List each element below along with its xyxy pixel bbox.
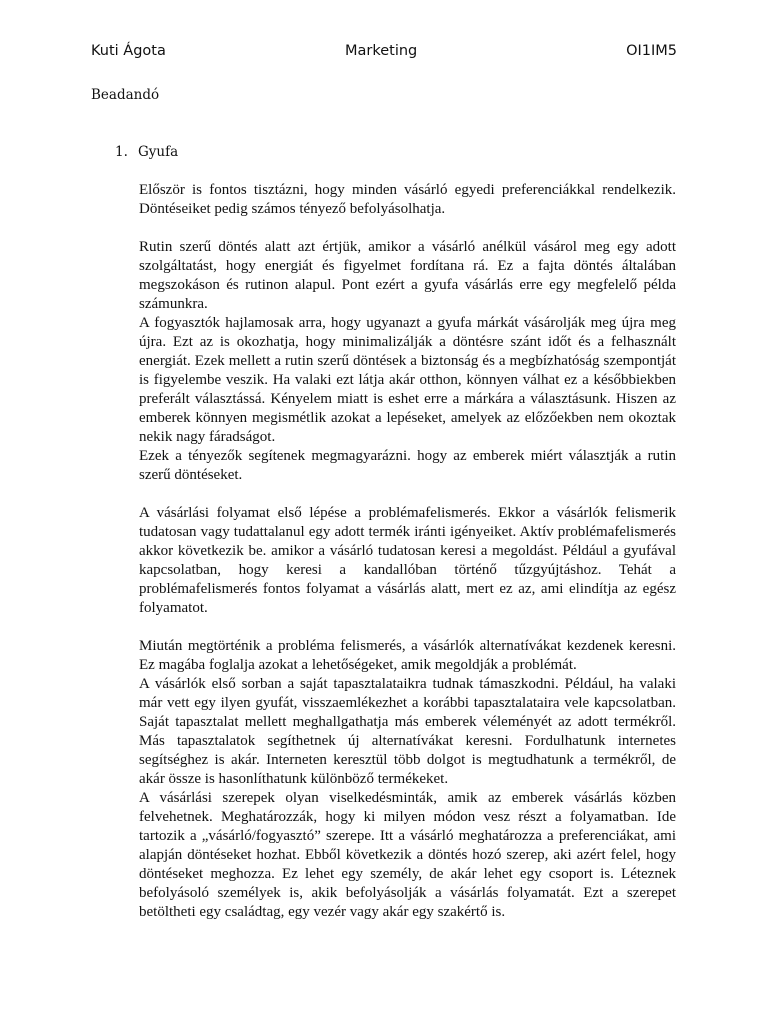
document-label: Beadandó [91,87,160,103]
paragraph: A vásárlási szerepek olyan viselkedésminták, amik az emberek vásárlás közben felvehetnek. Meghatározzák, hogy ki milyen módon vesz részt a folyamatban. Ide tartozik a „vásárló/fogyasztó” szerepe. Itt a vásárló meghatározza a preferenciákat, ami alapján döntéseket hozhat. Ebből következik a döntés hozó szerep, aki azért felel, hogy döntéseket meghozza. Ez lehet egy személy, de akár lehet egy csoport is. Léteznek befolyásoló személyek is, akik befolyásolják a vásárlás folyamatát. Ezt a szerepet betöltheti egy családtag, egy vezér vagy akár egy szakértő is. [139,790,676,920]
paragraph: Miután megtörténik a probléma felismerés, a vásárlók alternatívákat kezdenek keresni. Ez magába foglalja azokat a lehetőségeket, amik megoldják a problémát. [139,638,676,673]
paragraph: A fogyasztók hajlamosak arra, hogy ugyanazt a gyufa márkát vásárolják meg újra meg újra. Ezt az is okozhatja, hogy minimalizálják a döntésre szánt időt és a felhasznált energiát. Ezek mellett a rutin szerű döntések a biztonság és a megbízhatóság szempontját is figyelembe veszik. Ha valaki ezt látja akár otthon, könnyen válhat ez a későbbiekben preferált választássá. Kényelem miatt is eshet erre a márkára a választásunk. Hiszen az emberek könnyen megismétlik azokat a lepéseket, amelyek az előzőekben nem okoztak nekik nagy fáradságot. [139,315,676,445]
section-body [139,181,676,922]
header-code: OI1IM5 [626,43,677,59]
paragraph: A vásárlók első sorban a saját tapasztalataikra tudnak támaszkodni. Például, ha valaki már vett egy ilyen gyufát, visszaemlékezhet a korábbi tapasztalataira vele kapcsolatban. Saját tapasztalat mellett meghallgathatja más emberek véleményét az adott termékről. Más tapasztalatok segíthetnek új alternatívákat keresni. Fordulhatunk internetes segítséghez is akár. Interneten keresztül több dolgot is megtudhatunk a termékről, de akár össze is hasonlíthatunk különböző termékeket. [139,676,676,787]
paragraph: A vásárlási folyamat első lépése a problémafelismerés. Ekkor a vásárlók felismerik tudatosan vagy tudattalanul egy adott termék iránti igényeiket. Aktív problémafelismerés akkor következik be. amikor a vásárló tudatosan keresi a megoldást. Például a gyufával kapcsolatban, hogy keresi a kandallóban történő tűzgyújtáshoz. Tehát a problémafelismerés fontos folyamat a vásárlás alatt, mert ez az, ami elindítja az egész folyamatot. [139,505,676,616]
section-title: Gyufa [138,144,179,160]
header-subject: Marketing [345,43,418,59]
paragraph: Rutin szerű döntés alatt azt értjük, amikor a vásárló anélkül vásárol meg egy adott szolgáltatást, hogy energiát és figyelmet fordítana rá. Ez a fajta döntés általában megszokáson és rutinon alapul. Pont ezért a gyufa vásárlás erre egy megfelelő példa számunkra. [139,239,676,312]
section-number: 1. [115,144,128,160]
paragraph: Először is fontos tisztázni, hogy minden vásárló egyedi preferenciákkal rendelkezik. Döntéseiket pedig számos tényező befolyásolhatja. [139,182,676,217]
header-author: Kuti Ágota [91,43,166,59]
paragraph: Ezek a tényezők segítenek megmagyarázni. hogy az emberek miért választják a rutin szerű döntéseket. [139,448,676,483]
section-heading [115,143,178,162]
page-header [91,41,677,61]
